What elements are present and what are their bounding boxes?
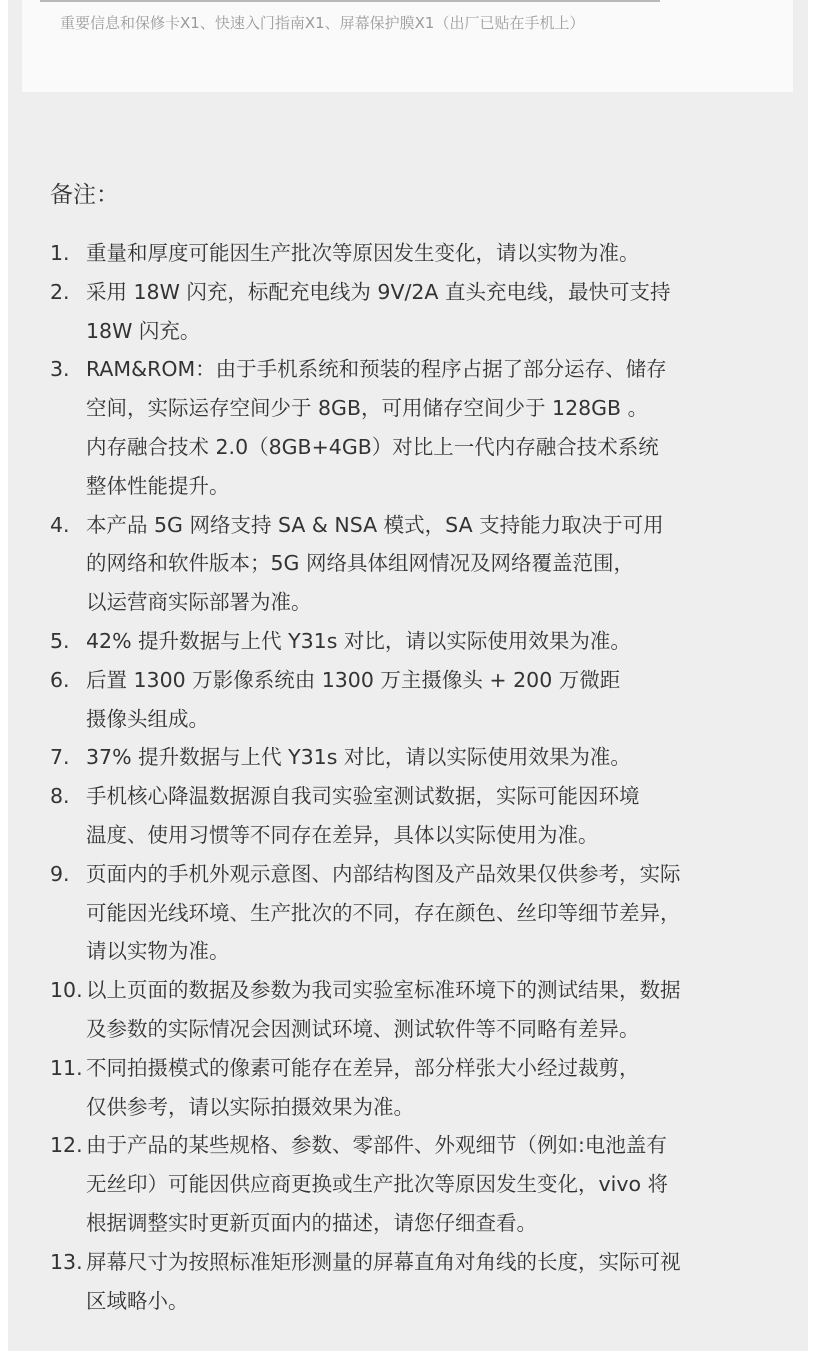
note-item <box>50 661 770 739</box>
note-number: 6. <box>50 667 70 692</box>
note-number: 5. <box>50 628 70 653</box>
note-text <box>86 506 770 622</box>
note-text-line: 整体性能提升。 <box>86 473 230 498</box>
note-item <box>50 273 770 351</box>
note-text <box>86 855 770 971</box>
note-item <box>50 1126 770 1242</box>
note-text-line: RAM&ROM：由于手机系统和预装的程序占据了部分运存、储存 <box>86 357 667 382</box>
note-text-line: 空间，实际运存空间少于 8GB，可用储存空间少于 128GB 。 <box>86 396 649 421</box>
note-item <box>50 1243 770 1321</box>
note-item <box>50 971 770 1049</box>
note-text <box>86 350 770 505</box>
note-text-line: 37% 提升数据与上代 Y31s 对比，请以实际使用效果为准。 <box>86 745 631 770</box>
note-number: 2. <box>50 279 70 304</box>
note-text-line: 屏幕尺寸为按照标准矩形测量的屏幕直角对角线的长度，实际可视 <box>86 1249 681 1274</box>
note-text <box>86 1049 770 1127</box>
note-text <box>86 661 770 739</box>
note-text-line: 根据调整实时更新页面内的描述，请您仔细查看。 <box>86 1210 537 1235</box>
note-item <box>50 738 770 777</box>
note-text <box>86 1243 770 1321</box>
note-item <box>50 506 770 622</box>
note-text-line: 后置 1300 万影像系统由 1300 万主摄像头 + 200 万微距 <box>86 667 621 692</box>
note-number: 8. <box>50 784 70 809</box>
note-text-line: 以上页面的数据及参数为我司实验室标准环境下的测试结果，数据 <box>86 978 681 1003</box>
note-item <box>50 350 770 505</box>
note-text <box>86 971 770 1049</box>
note-item <box>50 622 770 661</box>
notes-title: 备注： <box>50 182 119 208</box>
note-text-line: 仅供参考，请以实际拍摄效果为准。 <box>86 1094 414 1119</box>
note-item <box>50 1049 770 1127</box>
note-text <box>86 622 770 661</box>
note-number: 13. <box>50 1249 83 1274</box>
note-text-line: 本产品 5G 网络支持 SA & NSA 模式，SA 支持能力取决于可用 <box>86 512 664 537</box>
note-text <box>86 1126 770 1242</box>
note-text <box>86 777 770 855</box>
note-item <box>50 855 770 971</box>
note-number: 7. <box>50 745 70 770</box>
note-text-line: 不同拍摄模式的像素可能存在差异，部分样张大小经过裁剪， <box>86 1055 640 1080</box>
note-text <box>86 738 770 777</box>
note-text-line: 18W 闪充。 <box>86 318 201 343</box>
notes-list <box>50 234 770 1320</box>
note-number: 4. <box>50 512 70 537</box>
note-text-line: 手机核心降温数据源自我司实验室测试数据，实际可能因环境 <box>86 784 640 809</box>
note-text-line: 请以实物为准。 <box>86 939 230 964</box>
note-text-line: 及参数的实际情况会因测试环境、测试软件等不同略有差异。 <box>86 1016 640 1041</box>
note-text-line: 摄像头组成。 <box>86 706 209 731</box>
note-number: 9. <box>50 861 70 886</box>
note-text-line: 区域略小。 <box>86 1288 189 1313</box>
note-number: 11. <box>50 1055 83 1080</box>
package-contents-text: 重要信息和保修卡X1、快速入门指南X1、屏幕保护膜X1（出厂已贴在手机上） <box>60 14 585 32</box>
note-text <box>86 273 770 351</box>
note-item <box>50 234 770 273</box>
note-number: 3. <box>50 357 70 382</box>
note-text-line: 页面内的手机外观示意图、内部结构图及产品效果仅供参考，实际 <box>86 861 681 886</box>
note-text-line: 温度、使用习惯等不同存在差异，具体以实际使用为准。 <box>86 822 599 847</box>
note-text-line: 由于产品的某些规格、参数、零部件、外观细节（例如:电池盖有 <box>86 1133 667 1158</box>
note-text-line: 42% 提升数据与上代 Y31s 对比，请以实际使用效果为准。 <box>86 628 631 653</box>
note-text-line: 采用 18W 闪充，标配充电线为 9V/2A 直头充电线，最快可支持 <box>86 279 671 304</box>
note-text-line: 的网络和软件版本；5G 网络具体组网情况及网络覆盖范围， <box>86 551 634 576</box>
note-text-line: 可能因光线环境、生产批次的不同，存在颜色、丝印等细节差异， <box>86 900 681 925</box>
note-text <box>86 234 770 273</box>
note-text-line: 内存融合技术 2.0（8GB+4GB）对比上一代内存融合技术系统 <box>86 434 659 459</box>
note-number: 10. <box>50 978 83 1003</box>
note-text-line: 以运营商实际部署为准。 <box>86 590 312 615</box>
note-text-line: 重量和厚度可能因生产批次等原因发生变化，请以实物为准。 <box>86 241 640 265</box>
cropped-text-edge <box>40 0 660 2</box>
note-item <box>50 777 770 855</box>
note-number: 12. <box>50 1133 83 1158</box>
note-text-line: 无丝印）可能因供应商更换或生产批次等原因发生变化，vivo 将 <box>86 1172 669 1197</box>
note-number: 1. <box>50 241 70 265</box>
